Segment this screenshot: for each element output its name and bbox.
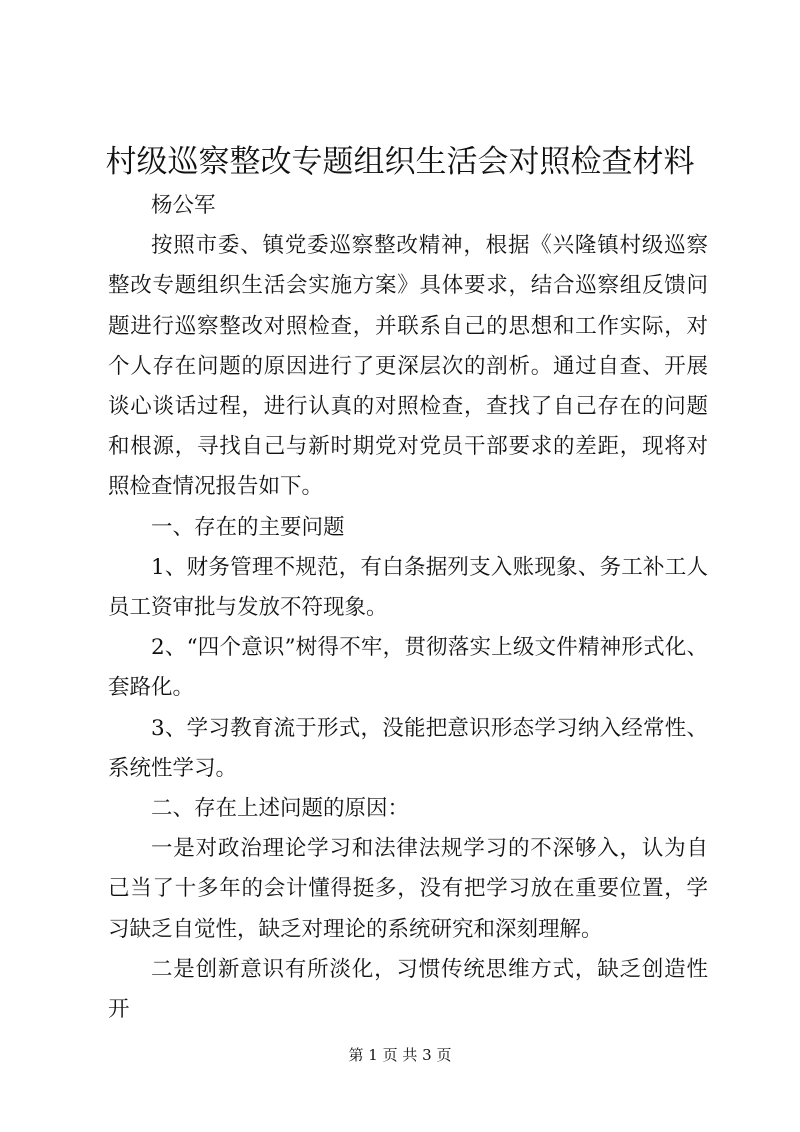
document-title: 村级巡察整改专题组织生活会对照检查材料 (105, 144, 695, 180)
page-footer: 第 1 页 共 3 页 (348, 1046, 452, 1064)
problem-item-1: 1、财务管理不规范，有白条据列支入账现象、务工补工人员工资审批与发放不符现象。 (108, 554, 708, 621)
section-heading-problems: 一、存在的主要问题 (151, 514, 345, 540)
author-name: 杨公军 (151, 193, 216, 218)
cause-paragraph-1: 一是对政治理论学习和法律法规学习的不深够入，认为自己当了十多年的会计懂得挺多，没有把学习放在重要位置，学习缺乏自觉性，缺乏对理论的系统研究和深刻理解。 (108, 836, 708, 942)
section-heading-causes: 二、存在上述问题的原因： (151, 796, 410, 822)
intro-paragraph: 按照市委、镇党委巡察整改精神，根据《兴隆镇村级巡察整改专题组织生活会实施方案》具体要求，结合巡察组反馈问题进行巡察整改对照检查，并联系自己的思想和工作实际，对个人存在问题的原因进行了更深层次的剖析。通过自查、开展谈心谈话过程，进行认真的对照检查，查找了自己存在的问题和根源，寻找自己与新时期党对党员干部要求的差距，现将对照检查情况报告如下。 (108, 233, 708, 500)
document-body (108, 186, 708, 1030)
problem-item-3: 3、学习教育流于形式，没能把意识形态学习纳入经常性、系统性学习。 (108, 715, 708, 781)
cause-paragraph-2: 二是创新意识有所淡化，习惯传统思维方式，缺乏创造性开 (108, 956, 708, 1023)
problem-item-2: 2、“四个意识”树得不牢，贯彻落实上级文件精神形式化、套路化。 (108, 635, 708, 701)
